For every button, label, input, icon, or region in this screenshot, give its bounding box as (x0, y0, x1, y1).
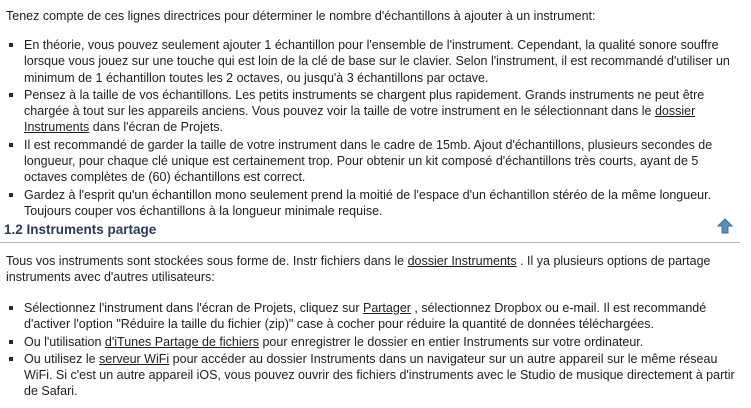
list-item-text: pour accéder au dossier Instruments dans un navigateur sur un autre appareil sur le même réseau WiFi. Si c'est un autre appareil iOS, vous pouvez ouvrir des fichiers d'instruments avec le Studio de musique directement à partir de Safari. (24, 351, 735, 399)
bullet-icon (9, 93, 13, 97)
bullet-icon (9, 193, 13, 197)
list-item (0, 37, 740, 86)
list-item (0, 300, 740, 333)
list-item (0, 351, 740, 400)
list-item-text: pour enregistrer le dossier en entier Instruments sur votre ordinateur. (259, 334, 644, 349)
instruments-folder-link[interactable]: dossier Instruments (24, 104, 696, 135)
paragraph-text: . Il ya plusieurs options de partage instruments avec d'autres utilisateurs: (6, 254, 711, 285)
section-heading (0, 218, 751, 244)
bullet-icon (9, 143, 13, 147)
guidelines-list (0, 37, 740, 220)
section-intro-paragraph (6, 253, 746, 286)
divider (0, 242, 740, 243)
bullet-icon (9, 340, 13, 344)
share-link[interactable]: Partager (362, 301, 411, 315)
list-item-text: Ou utilisez le (24, 351, 100, 366)
itunes-file-sharing-link[interactable]: d'iTunes Partage de fichiers (104, 334, 259, 349)
list-item-text: Gardez à l'esprit qu'un échantillon mono seulement prend la moitié de l'espace d'un échantillon stéréo de la même longueur. Toujours couper vos échantillons à la longueur minimale requise. (24, 187, 712, 218)
list-item-text: Sélectionnez l'instrument dans l'écran de Projets, cliquez sur (24, 301, 363, 315)
list-item (0, 334, 740, 350)
up-arrow-icon[interactable] (717, 218, 733, 234)
list-item-text: Il est recommandé de garder la taille de votre instrument dans le cadre de 15mb. Ajout d'échantillons, plusieurs secondes de longueur, pour chaque clé unique est certainement trop. Pour obtenir un kit composé d'échantillons très courts, ayant de 5 octaves complètes de (60) échantillons est correct. (24, 137, 713, 185)
list-item-text: Pensez à la taille de vos échantillons. Les petits instruments se chargent plus rapidement. Grands instruments ne peut être chargée à tout sur les appareils anciens. Vous pouvez voir la taille de votre instrument en le sélectionnant dans le (24, 87, 705, 119)
bullet-icon (9, 43, 13, 47)
instruments-folder-link[interactable]: dossier Instruments (407, 254, 517, 268)
list-item-text: Ou l'utilisation (24, 334, 105, 349)
intro-paragraph: Tenez compte de ces lignes directrices pour déterminer le nombre d'échantillons à ajouter à un instrument: (6, 9, 596, 23)
bullet-icon (9, 306, 13, 310)
bullet-icon (9, 357, 13, 361)
sharing-options-list (0, 300, 740, 401)
list-item-text: , sélectionnez Dropbox ou e-mail. Il est recommandé d'activer l'option "Réduire la taille du fichier (zip)" case à cocher pour réduire la quantité de données téléchargées. (24, 301, 707, 332)
wifi-server-link[interactable]: serveur WiFi (99, 351, 170, 366)
list-item (0, 87, 740, 136)
list-item-text: dans l'écran de Projets. (89, 120, 224, 135)
list-item (0, 137, 740, 186)
list-item (0, 187, 740, 220)
list-item-text: En théorie, vous pouvez seulement ajouter 1 échantillon pour l'ensemble de l'instrument. Cependant, la qualité sonore souffre lorsque vous jouez sur une touche qui est loin de la clé de base sur le clavier. Selon l'instrument, il est recommandé d'utiliser un minimum de 1 échantillon toutes les 2 octaves, ou jusqu'à 3 échantillons par octave. (24, 38, 730, 85)
paragraph-text: Tous vos instruments sont stockées sous forme de. Instr fichiers dans le (6, 254, 408, 268)
section-title: 1.2 Instruments partage (4, 222, 157, 237)
